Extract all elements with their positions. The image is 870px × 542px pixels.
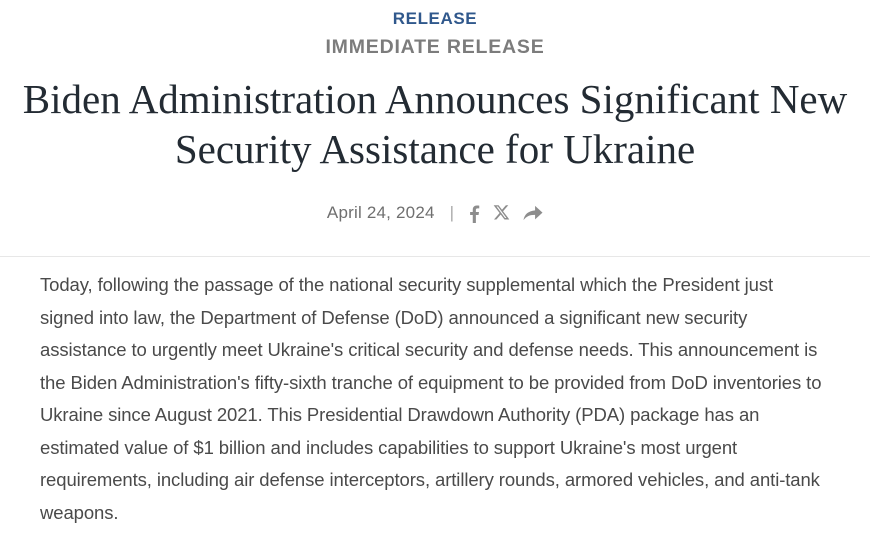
meta-separator: | xyxy=(449,203,455,223)
x-icon xyxy=(493,205,510,221)
article-body: Today, following the passage of the national security supplemental which the President just signed into law, the Department of Defense (DoD) announced a significant new security assistance to urgently meet Ukraine's critical security and defense needs. This announcement is the Biden Administration's fifty-sixth tranche of equipment to be provided from DoD inventories to Ukraine since August 2021. This Presidential Drawdown Authority (PDA) package has an estimated value of $1 billion and includes capabilities to support Ukraine's most urgent requirements, including air defense interceptors, artillery rounds, armored vehicles, and anti-tank weapons. xyxy=(40,274,822,523)
facebook-share-icon[interactable] xyxy=(469,204,480,223)
x-share-icon[interactable] xyxy=(493,205,510,221)
page-title: Biden Administration Announces Significant New Security Assistance for Ukraine xyxy=(22,76,848,173)
facebook-icon xyxy=(469,204,480,223)
publish-date: April 24, 2024 xyxy=(326,203,435,223)
forward-share-icon[interactable] xyxy=(523,205,543,222)
article-meta xyxy=(0,203,870,223)
release-category-link[interactable]: RELEASE xyxy=(392,9,478,28)
divider xyxy=(0,256,870,257)
immediate-release-label: IMMEDIATE RELEASE xyxy=(325,36,545,58)
share-arrow-icon xyxy=(523,205,543,222)
